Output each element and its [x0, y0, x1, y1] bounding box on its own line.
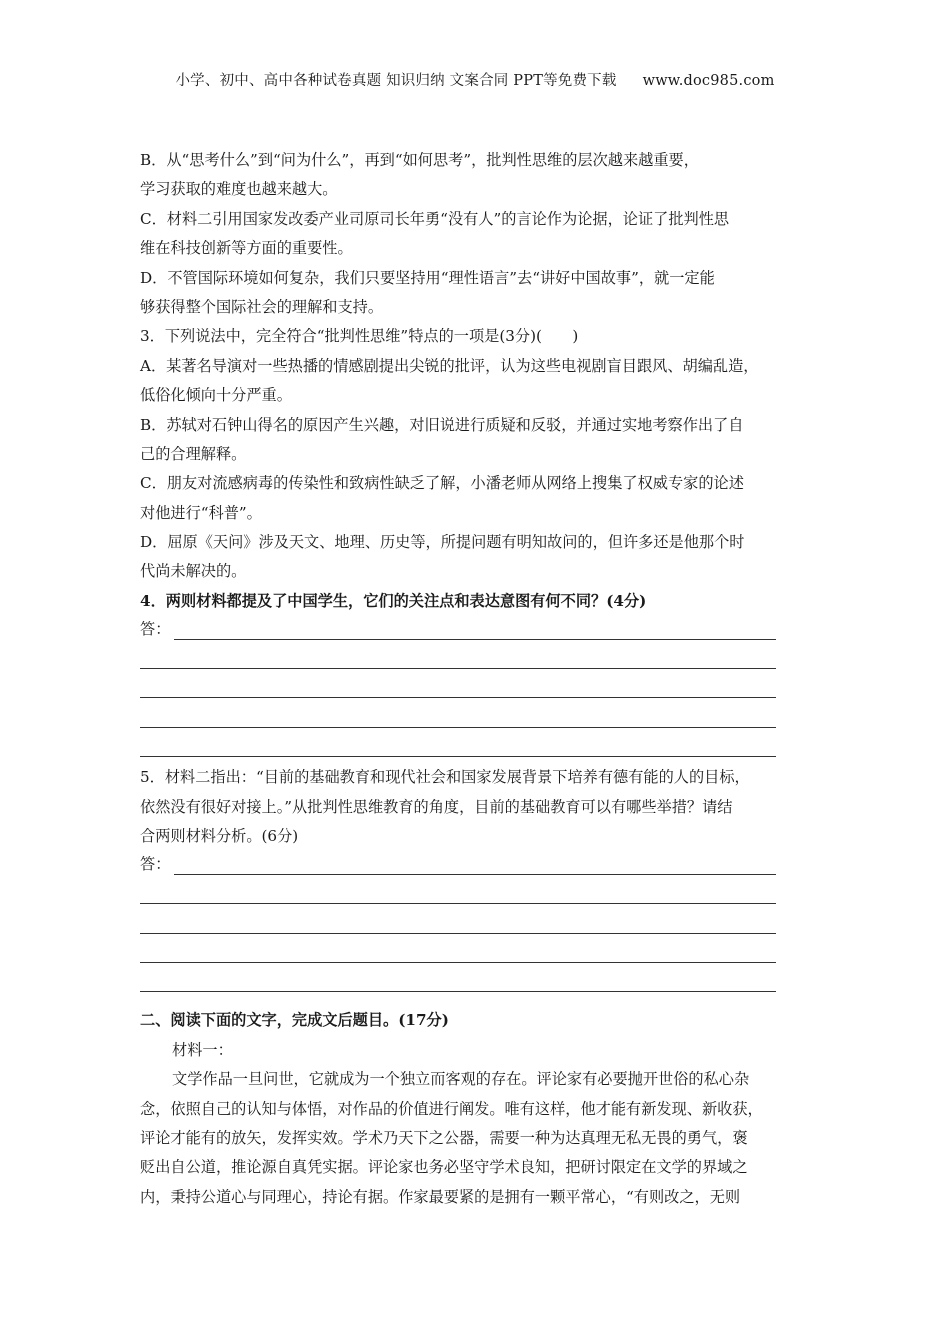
question-3: [140, 322, 812, 587]
q5-stem-line3: 合两则材料分析。(6分): [140, 826, 299, 845]
page-header: [0, 69, 950, 90]
material-1-line1: 文学作品一旦问世，它就成为一个独立而客观的存在。评论家有必要抛开世俗的私心杂: [172, 1070, 750, 1089]
answer-rule: [140, 933, 776, 934]
header-text: 小学、初中、高中各种试卷真题 知识归纳 文案合同 PPT等免费下载: [175, 73, 617, 89]
q4-stem: 4．两则材料都提及了中国学生，它们的关注点和表达意图有何不同？(4分): [140, 591, 647, 610]
q2-option-d-line2: 够获得整个国际社会的理解和支持。: [140, 297, 383, 316]
answer-rule: [140, 756, 776, 757]
header-site-url[interactable]: www.doc985.com: [642, 73, 775, 89]
material-1-line5: 内，秉持公道心与同理心，持论有据。作家最要紧的是拥有一颗平常心，“有则改之，无则: [140, 1187, 741, 1206]
q3-option-d-line2: 代尚未解决的。: [140, 562, 247, 581]
answer-rule: [140, 668, 776, 669]
q3-option-a-line2: 低俗化倾向十分严重。: [140, 386, 292, 405]
answer-rule: [140, 727, 776, 728]
answer-rule: [140, 697, 776, 698]
material-1-line4: 贬出自公道，推论源自真凭实据。评论家也务必坚守学术良知，把研讨限定在文学的界域之: [140, 1158, 748, 1177]
q2-options: [140, 146, 812, 322]
q3-option-d-line1: D．屈原《天问》涉及天文、地理、历史等，所提问题有明知故问的，但许多还是他那个时: [140, 533, 745, 552]
q2-option-d-line1: D．不管国际环境如何复杂，我们只要坚持用“理性语言”去“讲好中国故事”，就一定能: [140, 268, 715, 287]
q5-answer-line-3[interactable]: [140, 910, 812, 939]
q2-option-b-line2: 学习获取的难度也越来越大。: [140, 180, 338, 199]
section-2-title: 二、阅读下面的文字，完成文后题目。(17分): [140, 1011, 449, 1030]
material-1-label: 材料一：: [172, 1040, 233, 1059]
q3-option-b-line1: B．苏轼对石钟山得名的原因产生兴趣，对旧说进行质疑和反驳，并通过实地考察作出了自: [140, 415, 744, 434]
answer-rule: [140, 962, 776, 963]
answer-rule: [140, 991, 776, 992]
q3-option-a-line1: A．某著名导演对一些热播的情感剧提出尖锐的批评，认为这些电视剧盲目跟风、胡编乱造，: [140, 356, 759, 375]
q5-answer-line-2[interactable]: [140, 881, 812, 910]
q4-answer-line-1[interactable]: [140, 616, 812, 645]
answer-rule: [174, 639, 776, 640]
q3-stem: 3．下列说法中，完全符合“批判性思维”特点的一项是(3分)( ): [140, 327, 579, 346]
q5-stem-line2: 依然没有很好对接上。”从批判性思维教育的角度，目前的基础教育可以有哪些举措？请结: [140, 797, 733, 816]
exam-content: [140, 146, 812, 1212]
q2-option-c-line2: 维在科技创新等方面的重要性。: [140, 239, 353, 258]
material-1-line2: 念，依照自己的认知与体悟，对作品的价值进行阐发。唯有这样，他才能有新发现、新收获，: [140, 1099, 763, 1118]
q5-answer-line-1[interactable]: [140, 851, 812, 880]
q5-answer-label: 答：: [140, 854, 171, 873]
q4-answer-line-5[interactable]: [140, 734, 812, 763]
q2-option-b-line1: B．从“思考什么”到“问为什么”，再到“如何思考”，批判性思维的层次越来越重要，: [140, 151, 699, 169]
q2-option-c-line1: C．材料二引用国家发改委产业司原司长年勇“没有人”的言论作为论据，论证了批判性思: [140, 209, 730, 228]
q4-answer-label: 答：: [140, 619, 171, 638]
q3-option-c-line1: C．朋友对流感病毒的传染性和致病性缺乏了解，小潘老师从网络上搜集了权威专家的论述: [140, 474, 744, 493]
question-5: [140, 763, 812, 998]
q4-answer-line-2[interactable]: [140, 646, 812, 675]
q5-answer-line-4[interactable]: [140, 940, 812, 969]
answer-rule: [140, 903, 776, 904]
q3-option-c-line2: 对他进行“科普”。: [140, 503, 262, 522]
q5-answer-line-5[interactable]: [140, 969, 812, 998]
question-4: [140, 587, 812, 763]
q4-answer-line-3[interactable]: [140, 675, 812, 704]
q3-option-b-line2: 己的合理解释。: [140, 444, 247, 463]
q5-stem-line1: 5．材料二指出：“目前的基础教育和现代社会和国家发展背景下培养有德有能的人的目标，: [140, 768, 750, 787]
answer-rule: [174, 874, 776, 875]
section-2: [140, 1006, 812, 1212]
q4-answer-line-4[interactable]: [140, 704, 812, 733]
material-1-line3: 评论才能有的放矢，发挥实效。学术乃天下之公器，需要一种为达真理无私无畏的勇气，褒: [140, 1128, 748, 1147]
